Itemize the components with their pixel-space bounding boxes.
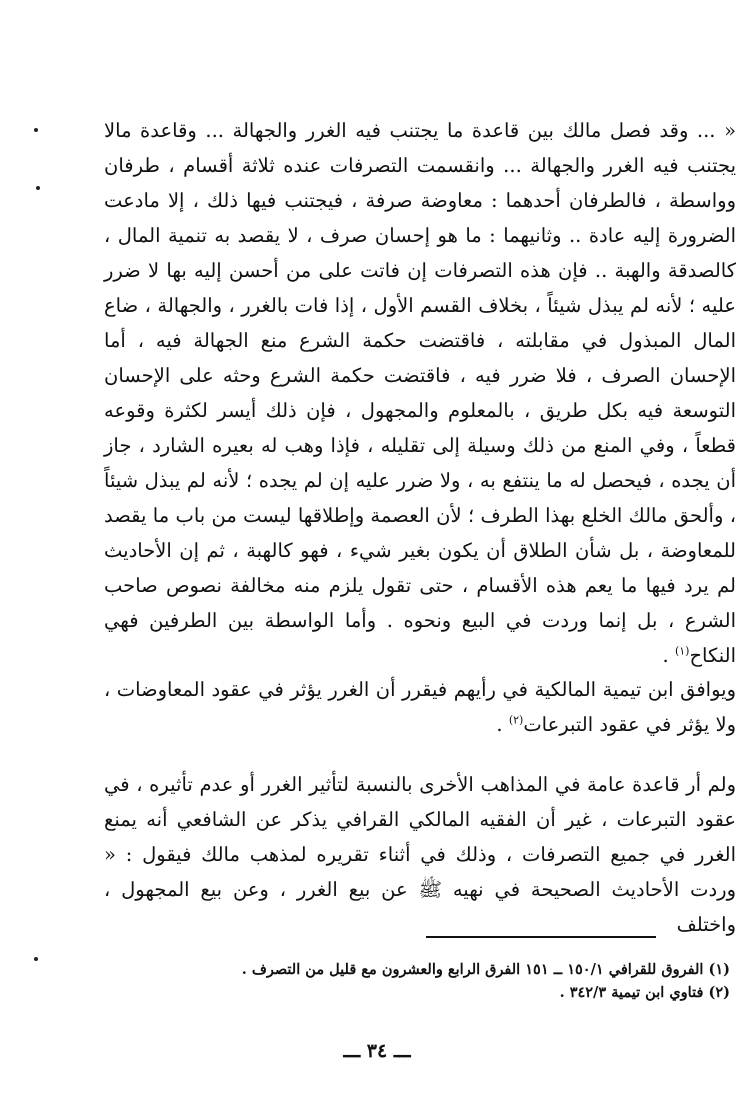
scan-speck [34,128,38,132]
paragraph-text: ويوافق ابن تيمية المالكية في رأيهم فيقرر أن الغرر يؤثر في عقود المعاوضات ، ولا يؤثر في عقود التبرعات [104,678,736,736]
body-paragraph [104,113,736,673]
scan-speck [34,957,38,961]
footnote-divider [426,936,656,938]
paragraph-tail: . [496,713,509,736]
footnote-reference: (٢) [508,713,524,727]
footnotes [150,958,730,1004]
footnote-2: (٢) فتاوي ابن تيمية ٣٤٢/٣ . [559,984,730,1001]
footnote-1: (١) الفروق للقرافي ١٥٠/١ ــ ١٥١ الفرق الرابع والعشرون مع قليل من التصرف . [241,961,730,978]
page-number: ـــ ٣٤ ـــ [343,1040,411,1062]
paragraph-tail: . [662,644,675,667]
paragraph-text: ولم أر قاعدة عامة في المذاهب الأخرى بالنسبة لتأثير الغرر أو عدم تأثيره ، في عقود التبرعات ، غير أن الفقيه المالكي القرافي يذكر عن الشافعي أنه يمنع الغرر في جميع التصرفات ، وذلك في أثناء تقريره لمذهب مالك فيقول : « وردت الأحاديث الصحيحة في نهيه ﷺ عن بيع الغرر ، وعن بيع المجهول ، واختلف [104,773,736,936]
footnote-reference: (١) [674,644,690,658]
body-paragraph [104,672,736,742]
paragraph-text: « ... وقد فصل مالك بين قاعدة ما يجتنب فيه الغرر والجهالة ... وقاعدة مالا يجتنب فيه الغرر والجهالة ... وانقسمت التصرفات عنده ثلاثة أقسام ، طرفان وواسطة ، فالطرفان أحدهما : معاوضة صرفة ، فيجتنب فيها ذلك ، إلا مادعت الضرورة إليه عادة .. وثانيهما : ما هو إحسان صرف ، لا يقصد به تنمية المال ، كالصدقة والهبة .. فإن هذه التصرفات إن فاتت على من أحسن إليه بها لا ضرر عليه ؛ لأنه لم يبذل شيئاً ، بخلاف القسم الأول ، إذا فات بالغرر ، والجهالة ، ضاع المال المبذول في مقابلته ، فاقتضت حكمة الشرع منع الجهالة فيه ، أما الإحسان الصرف ، فلا ضرر فيه ، فاقتضت حكمة الشرع وحثه على الإحسان التوسعة فيه بكل طريق ، بالمعلوم والمجهول ، فإن ذلك أيسر لكثرة وقوعه قطعاً ، وفي المنع من ذلك وسيلة إلى تقليله ، فإذا وهب له بعيره الشارد ، جاز أن يجده ، فيحصل له ما ينتفع به ، ولا ضرر عليه إن لم يجده ؛ لأنه لم يبذل شيئاً ، وألحق مالك الخلع بهذا الطرف ؛ لأن العصمة وإطلاقها ليست من باب ما يقصد للمعاوضة ، بل شأن الطلاق أن يكون بغير شيء ، فهو كالهبة ، ثم إن الأحاديث لم يرد فيها ما يعم هذه الأقسام ، حتى تقول يلزم منه مخالفة نصوص صاحب الشرع ، بل إنما وردت في البيع ونحوه . وأما الواسطة بين الطرفين فهي النكاح [104,119,736,667]
body-paragraph [104,767,736,942]
scan-speck [36,186,40,190]
